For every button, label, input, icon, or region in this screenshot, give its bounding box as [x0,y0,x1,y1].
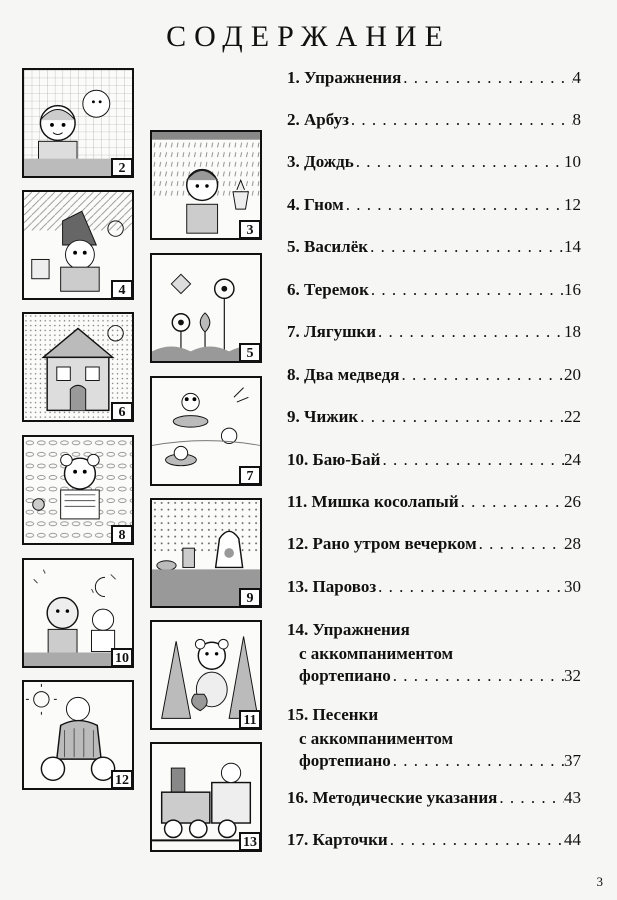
toc-item[interactable] [287,110,581,130]
toc-item[interactable] [287,407,581,427]
leader-dots [497,788,564,808]
leader-dots [459,492,564,512]
toc-title: 5. Василёк [287,237,369,256]
leader-dots [376,322,564,342]
toc-item[interactable] [287,492,581,512]
toc-item[interactable] [287,365,581,385]
leader-dots [368,237,564,257]
toc-title: 6. Теремок [287,280,369,299]
illustration-bear-carriage [22,680,134,790]
toc-page: 14 [564,237,581,256]
toc-item[interactable] [287,534,581,554]
leader-dots [354,152,564,172]
toc-page: 43 [564,788,581,807]
toc-item[interactable] [287,322,581,342]
picture-number: 2 [111,158,133,177]
toc-title: 1. Упражнения [287,68,402,87]
leader-dots [477,534,564,554]
picture-number: 11 [239,710,261,729]
toc-page: 12 [564,195,581,214]
illustration-teremok-house [22,312,134,422]
toc-page: 20 [564,365,581,384]
illustration-bear-forest [150,620,262,730]
toc-title-line: фортепиано [299,666,391,685]
picture-number: 12 [111,770,133,789]
leader-dots [401,68,572,88]
illustration-gnome [22,190,134,300]
toc-page: 10 [564,152,581,171]
toc-title: 17. Карточки [287,830,388,849]
toc-item[interactable] [287,152,581,172]
page-number: 3 [596,874,603,889]
toc-item-multiline[interactable] [287,618,581,686]
illustration-girl-rain [150,130,262,240]
toc-page: 8 [572,110,581,129]
toc-item[interactable] [287,237,581,257]
toc-last-line [287,751,581,771]
picture-number: 5 [239,343,261,362]
illustration-train [150,742,262,852]
picture-number: 4 [111,280,133,299]
toc-last-line [287,666,581,686]
illustration-cornflower [150,253,262,363]
leader-dots [388,830,564,850]
toc-title: 11. Мишка косолапый [287,492,459,511]
toc-title-line: с аккомпаниментом [299,729,454,748]
leader-dots [376,577,564,597]
toc-title-line: с аккомпаниментом [299,644,454,663]
leader-dots [391,751,564,771]
toc-page: 16 [564,280,581,299]
toc-item[interactable] [287,450,581,470]
illustration-girl-bear-night [22,558,134,668]
leader-dots [349,110,573,130]
leader-dots [344,195,564,215]
leader-dots [369,280,564,300]
picture-number: 7 [239,466,261,485]
picture-number: 6 [111,402,133,421]
toc-page: 4 [572,68,581,87]
toc-item[interactable] [287,68,581,88]
illustration-bear-reading [22,435,134,545]
page-title: СОДЕРЖАНИЕ [166,20,451,53]
toc-title: 13. Паровоз [287,577,377,596]
illustration-tea-table [150,498,262,608]
toc-title: 12. Рано утром вечерком [287,534,477,553]
picture-number: 3 [239,220,261,239]
toc-item-multiline[interactable] [287,703,581,771]
picture-number: 13 [239,832,261,851]
toc-item[interactable] [287,195,581,215]
leader-dots [399,365,564,385]
toc-title-line: 15. Песенки [287,705,379,724]
toc-title: 10. Баю-Бай [287,450,381,469]
leader-dots [391,666,564,686]
toc-title: 16. Методические указания [287,788,498,807]
leader-dots [380,450,564,470]
toc-page: 28 [564,534,581,553]
toc-page: 30 [564,577,581,596]
toc-item[interactable] [287,280,581,300]
toc-title: 4. Гном [287,195,344,214]
toc-title-line: фортепиано [299,751,391,770]
toc-page: 22 [564,407,581,426]
toc-item[interactable] [287,577,581,597]
toc-page: 26 [564,492,581,511]
toc-item[interactable] [287,830,581,850]
picture-number: 10 [111,648,133,667]
toc-title: 9. Чижик [287,407,359,426]
toc-title-line: 14. Упражнения [287,620,410,639]
toc-page: 37 [564,751,581,770]
picture-number: 9 [239,588,261,607]
toc-title: 3. Дождь [287,152,354,171]
picture-number: 8 [111,525,133,544]
toc-title: 2. Арбуз [287,110,349,129]
leader-dots [358,407,564,427]
toc-page: 32 [564,666,581,685]
toc-page: 18 [564,322,581,341]
illustration-boy-window [22,68,134,178]
toc-item[interactable] [287,788,581,808]
toc-title: 7. Лягушки [287,322,377,341]
toc-page: 44 [564,830,581,849]
toc-page: 24 [564,450,581,469]
toc-title: 8. Два медведя [287,365,400,384]
illustration-frogs [150,376,262,486]
